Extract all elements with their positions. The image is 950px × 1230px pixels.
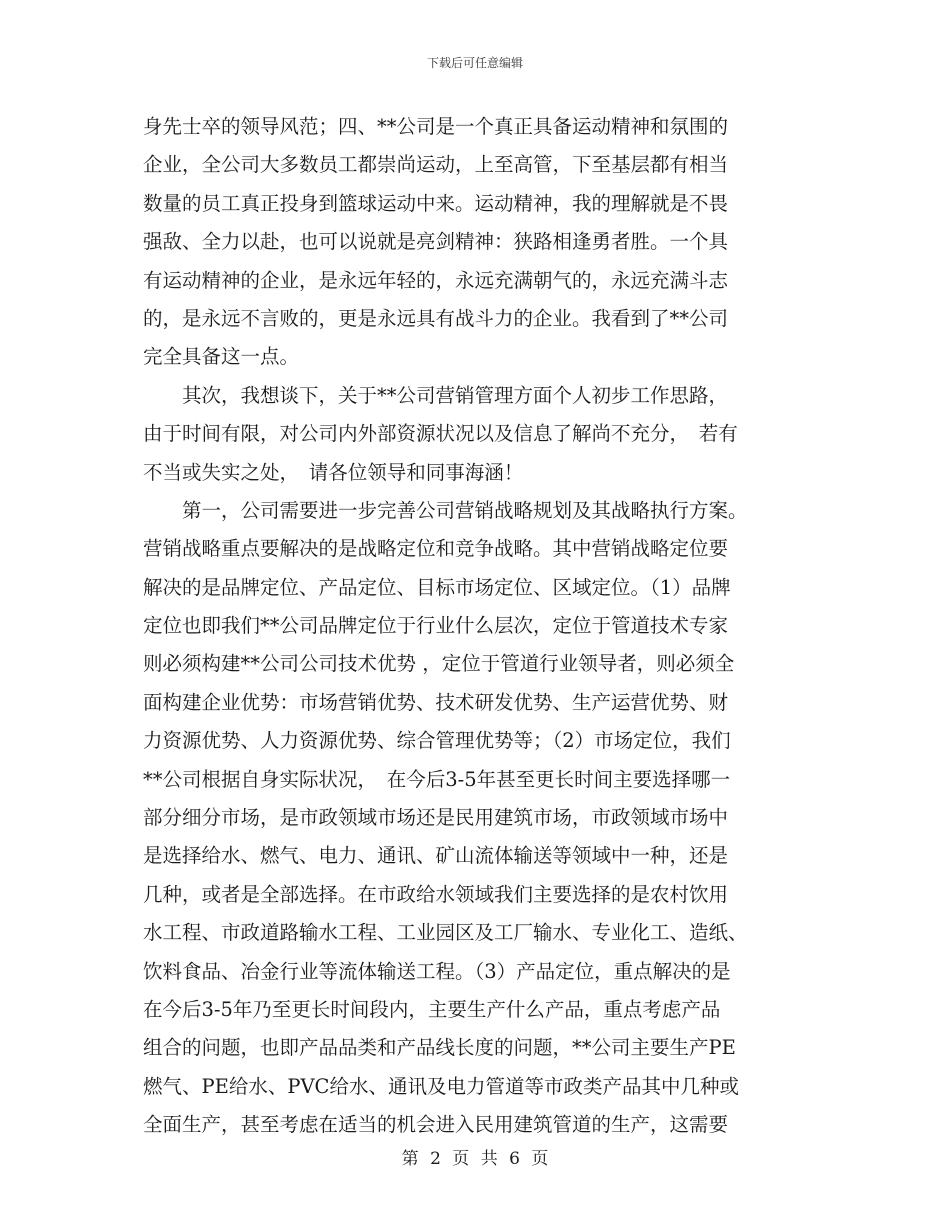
text-line: 数量的员工真正投身到篮球运动中来。运动精神，我的理解就是不畏: [143, 191, 729, 215]
text-line: 第一，公司需要进一步完善公司营销战略规划及其战略执行方案。: [143, 498, 748, 522]
text-line: 则必须构建**公司公司技术优势 ，定位于管道行业领导者，则必须全: [143, 652, 735, 676]
text-line: 部分细分市场，是市政领域市场还是民用建筑市场，市政领域市场中: [143, 806, 729, 830]
text-line: **公司根据自身实际状况， 在今后3-5年甚至更长时间主要选择哪一: [143, 767, 731, 791]
text-line: 面构建企业优势：市场营销优势、技术研发优势、生产运营优势、财: [143, 690, 729, 714]
text-line: 解决的是品牌定位、产品定位、目标市场定位、区域定位。（1）品牌: [143, 575, 731, 599]
text-line: 力资源优势、人力资源优势、综合管理优势等；（2）市场定位，我们: [143, 729, 731, 753]
text-line: 有运动精神的企业，是永远年轻的，永远充满朝气的，永远充满斗志: [143, 268, 729, 292]
text-line: 定位也即我们**公司品牌定位于行业什么层次，定位于管道技术专家: [143, 614, 729, 638]
text-line: 是选择给水、燃气、电力、通讯、矿山流体输送等领域中一种，还是: [143, 844, 729, 868]
text-line: 的，是永远不言败的，更是永远具有战斗力的企业。我看到了**公司: [143, 306, 729, 330]
text-line: 不当或失实之处， 请各位领导和同事海涵！: [143, 460, 524, 484]
text-line: 几种，或者是全部选择。在市政给水领域我们主要选择的是农村饮用: [143, 882, 729, 906]
text-line: 完全具备这一点。: [143, 345, 300, 369]
document-body: [143, 108, 809, 1145]
text-line: 企业，全公司大多数员工都崇尚运动，上至高管，下至基层都有相当: [143, 153, 729, 177]
text-line: 燃气、PE给水、PVC给水、通讯及电力管道等市政类产品其中几种或: [143, 1074, 739, 1098]
page-header: 下载后可任意编辑: [426, 56, 523, 70]
text-line: 由于时间有限，对公司内外部资源状况以及信息了解尚不充分， 若有: [143, 422, 738, 446]
page-number: 第 2 页 共 6 页: [401, 1149, 549, 1169]
text-line: 水工程、市政道路输水工程、工业园区及工厂输水、专业化工、造纸、: [143, 921, 748, 945]
text-line: 在今后3-5年乃至更长时间段内，主要生产什么产品，重点考虑产品: [143, 997, 721, 1021]
text-line: 全面生产，甚至考虑在适当的机会进入民用建筑管道的生产，这需要: [143, 1113, 729, 1137]
text-line: 营销战略重点要解决的是战略定位和竞争战略。其中营销战略定位要: [143, 537, 729, 561]
text-line: 身先士卒的领导风范；四、**公司是一个真正具备运动精神和氛围的: [143, 115, 729, 138]
text-line: 其次，我想谈下，关于**公司营销管理方面个人初步工作思路，: [143, 383, 729, 407]
text-line: 组合的问题，也即产品品类和产品线长度的问题，**公司主要生产PE: [143, 1036, 736, 1060]
text-line: 强敌、全力以赴，也可以说就是亮剑精神：狭路相逢勇者胜。一个具: [143, 230, 729, 254]
text-line: 饮料食品、冶金行业等流体输送工程。（3）产品定位，重点解决的是: [143, 959, 731, 983]
